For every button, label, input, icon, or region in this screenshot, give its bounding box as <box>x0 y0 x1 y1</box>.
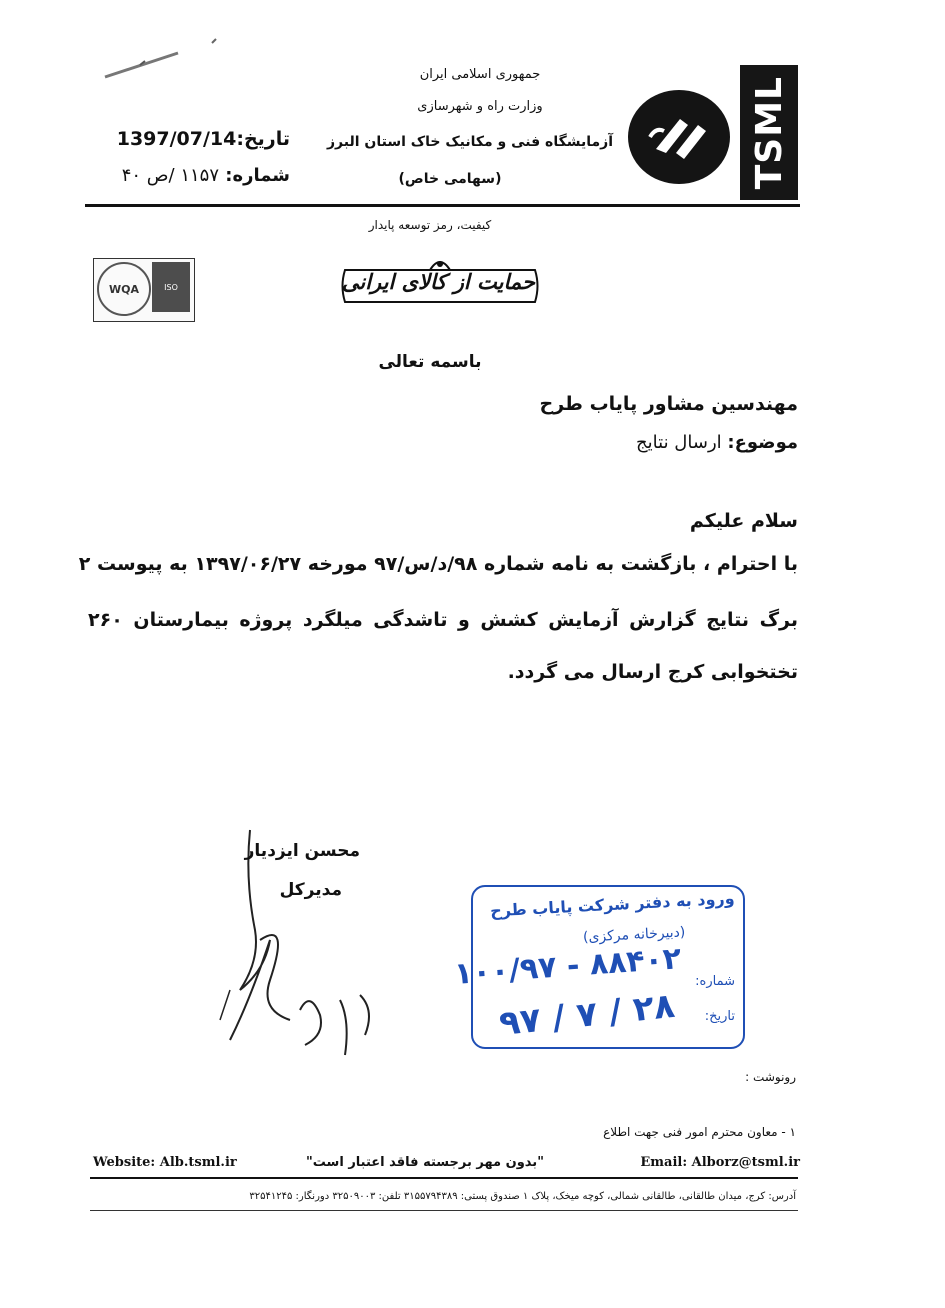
embossed-stamp-note: "بدون مهر برجسته فاقد اعتبار است" <box>306 1155 544 1170</box>
number-label: شماره: <box>225 165 290 186</box>
iso-logo: ISO <box>152 262 190 312</box>
signer-name: محسن ایزدیار <box>244 841 360 861</box>
support-badge-text: حمایت از کالای ایرانی <box>341 270 535 294</box>
subject-label: موضوع: <box>727 432 798 453</box>
wqa-logo: WQA <box>97 262 151 316</box>
stamp-date-label: تاریخ: <box>704 1009 735 1024</box>
letter-number <box>100 165 290 186</box>
header-republic: جمهوری اسلامی ایران <box>419 67 541 82</box>
number-value: ۱۱۵۷ /ص ۴۰ <box>121 165 219 186</box>
header-ministry: وزارت راه و شهرسازی <box>417 99 543 114</box>
signer-title: مدیرکل <box>279 880 342 900</box>
stamp-number-label: شماره: <box>695 974 735 989</box>
stamp-title: ورود به دفتر شرکت پایاب طرح <box>490 888 736 921</box>
tsml-logo-text: TSML <box>748 75 790 190</box>
date-value: 1397/07/14 <box>116 128 237 150</box>
date-label: تاریخ: <box>236 128 290 150</box>
stamp-subtitle: (دبیرخانه مرکزی) <box>582 924 686 946</box>
header-divider <box>85 204 800 207</box>
pen-mark <box>100 35 240 85</box>
greeting: سلام علیکم <box>689 510 798 532</box>
header-company-type: (سهامی خاص) <box>398 171 502 187</box>
subject-line <box>480 432 798 453</box>
subject-value: ارسال نتایج <box>636 432 722 453</box>
footer-divider <box>90 1177 798 1179</box>
tsml-logo <box>740 65 798 200</box>
address: آدرس: کرج، میدان طالقانی، طالقانی شمالی، کوچه میخک، پلاک ۱ صندوق پستی: ۳۱۵۵۷۹۴۳۸۹ تلفن: ۳۲۵۰۹۰۰۳ دورنگار: ۳۲۵۴۱۲۴۵ <box>249 1191 796 1202</box>
body-line-1: با احترام ، بازگشت به نامه شماره ۹۸/د/س/۹۷ مورخه ۱۳۹۷/۰۶/۲۷ به پیوست ۲ <box>78 553 798 575</box>
recipient: مهندسین مشاور پایاب طرح <box>539 393 798 415</box>
email-link[interactable]: Email: Alborz@tsml.ir <box>640 1155 800 1170</box>
bismillah: باسمه تعالی <box>378 352 482 372</box>
letter-date <box>100 128 290 150</box>
received-stamp <box>452 885 745 1049</box>
body-line-2: برگ نتایج گزارش آزمایش کشش و تاشدگی میلگرد پروژه بیمارستان ۲۶۰ <box>88 609 798 631</box>
stamp-number-value: ۱۰۰/۹۷ - ۸۸۴۰۲ <box>452 941 682 992</box>
address-divider <box>90 1210 798 1211</box>
slogan: کیفیت، رمز توسعه پایدار <box>368 218 492 232</box>
body-line-3: تختخوابی کرج ارسال می گردد. <box>507 661 798 683</box>
header-lab-name: آزمایشگاه فنی و مکانیک خاک استان البرز <box>326 134 614 150</box>
emblem-logo-icon <box>626 87 732 187</box>
cc-item: ۱ - معاون محترم امور فنی جهت اطلاع <box>603 1125 796 1139</box>
website-link[interactable]: Website: Alb.tsml.ir <box>93 1155 237 1170</box>
cc-label: رونوشت : <box>745 1070 796 1084</box>
stamp-date-value: ۹۷ / ۷ / ۲۸ <box>497 985 677 1045</box>
